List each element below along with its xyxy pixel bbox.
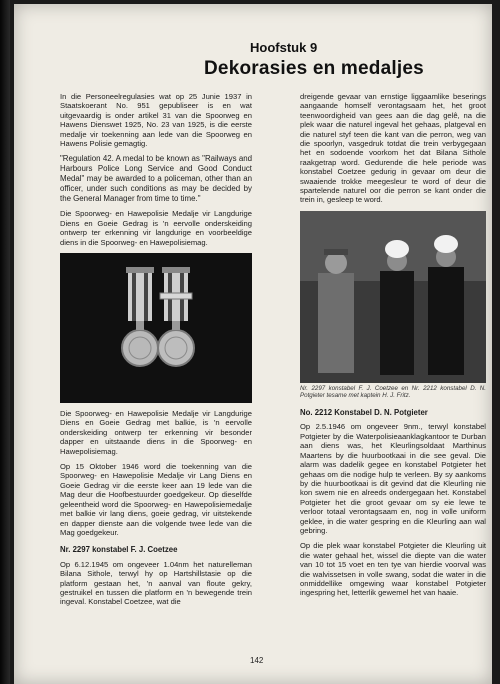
section-heading: No. 2212 Konstabel D. N. Potgieter: [300, 408, 428, 418]
section-heading: Nr. 2297 konstabel F. J. Coetzee: [60, 545, 178, 555]
paragraph: Op 2.5.1946 om ongeveer 9nm., terwyl konstabel Potgieter by die Waterpolisieaanklagkantoor te Durban aan diens was, het Kleurlingsoldaat Marthinus Maartens by die huurbootkaai in die see geval. Die alarm was dadelik gegee en konstabel Potgieter het gehaas om die nodige hulp te verleen. By sy aankoms by die huurbootkaai is dit gevind dat die Kleurling nie kon swem nie en alreeds ondergegaan het. Konstabel Potgieter het die groot gevaar om sy eie lewe te verloor totaal verontagsaam en, nog in volle uniform geklee, in die water gespring en die Kleurling aan wal gebring.: [300, 422, 486, 535]
regulation-quote: "Regulation 42. A medal to be known as "Railways and Harbours Police Long Service and Good Conduct Medal" may be awarded to a policeman, other than an officer, under such conditions as may be decided by the General Manager from time to time.": [60, 154, 252, 203]
paragraph: Op die plek waar konstabel Potgieter die Kleurling uit die water gehaal het, wissel die diepte van die water van 10 tot 15 voet en ten tye van hierdie voorval was die walvissetsen in volle swang, sodat die water in die onmiddellike omgewing waar konstabel Potgieter ingespring het, letterlik gewemel het van haaie.: [300, 541, 486, 598]
group-photo: [300, 211, 486, 383]
paragraph: Op 15 Oktober 1946 word die toekenning van die Spoorweg- en Hawepolisie Medalje vir Lang Diens en Goeie Gedrag vir die eerste keer aan 19 lede van die Mag deur die Hoofbestuurder goedgekeur. Op dieselfde geleentheid word die Spoorweg- en Hawepolisiemedalje met balkie vir lang diens, goeie gedrag, vir uitstekende en dapper dienste aan die volgende twee lede van die Mag goedgekeur.: [60, 462, 252, 537]
page-number: 142: [250, 656, 264, 665]
paragraph: Op 6.12.1945 om ongeveer 1.04nm het naturelleman Bilana Sithole, terwyl hy op Hartshillstasie op die platform gestaan het, 'n aanval van floute gekry, gestruikel en tussen die platform en 'n bewegende trein ingeval. Konstabel Coetzee, wat die: [60, 559, 252, 607]
group-photo-image: [300, 211, 486, 383]
paragraph: Die Spoorweg- en Hawepolisie Medalje vir Langdurige Diens en Goeie Gedrag met balkie, is 'n eervolle onderskeiding ontwerp ter erkenning vir besonder dapper en uitstaande diens in die Spoorweg- en Hawepolisiemag.: [60, 409, 252, 456]
left-column: [60, 92, 252, 613]
book-page: [14, 4, 492, 684]
medals-photo: [60, 253, 252, 403]
medals-image: [60, 253, 252, 403]
photo-caption: Nr. 2297 konstabel F. J. Coetzee en Nr. 2212 konstabel D. N. Potgieter tesame met kaptein H. J. Fritz.: [300, 384, 486, 400]
paragraph: Die Spoorweg- en Hawepolisie Medalje vir Langdurige Diens en Goeie Gedrag is 'n eervolle onderskeiding ontwerp ter erkenning vir langdurige en voorbeeldige diens in die Spoorweg- en Hawepolisiemag.: [60, 209, 252, 247]
page-title: Dekorasies en medaljes: [204, 58, 424, 79]
chapter-label: Hoofstuk 9: [250, 40, 318, 55]
right-column: [300, 92, 486, 604]
paragraph: In die Personeelregulasies wat op 25 Junie 1937 in Staatskoerant No. 951 gepubliseer is en wat uitgevaardig is onder artikel 31 van die Spoorweg en Hawens Dienswet 1925, No. 23 van 1925, is die eerste medalje vir toekenning aan lede van die Spoorweg en Hawens Polisie gemagtig.: [60, 92, 252, 149]
book-spine-edge: [0, 0, 10, 684]
paragraph: dreigende gevaar van ernstige liggaamlike beserings aangaande homself verontagsaam het, het groot teenwoordigheid van gees aan die dag gelê, na die plek waar die naturel ingeval het gehaas, platgeval en die naturel styf teen die kant van die perron, weg van die spoorlyn, vasgedruk totdat die trein verbygegaan het en sodoende voorkom het dat Bilana Sithole raakgetrap word. Gedurende die hele periode was konstabel Coetzee gedurig in gevaar om deur die swaaiende trokke meegesleur te word of deur die spartelende naturel oor die perron se kant onder die trein in, gesleep te word.: [300, 92, 486, 205]
